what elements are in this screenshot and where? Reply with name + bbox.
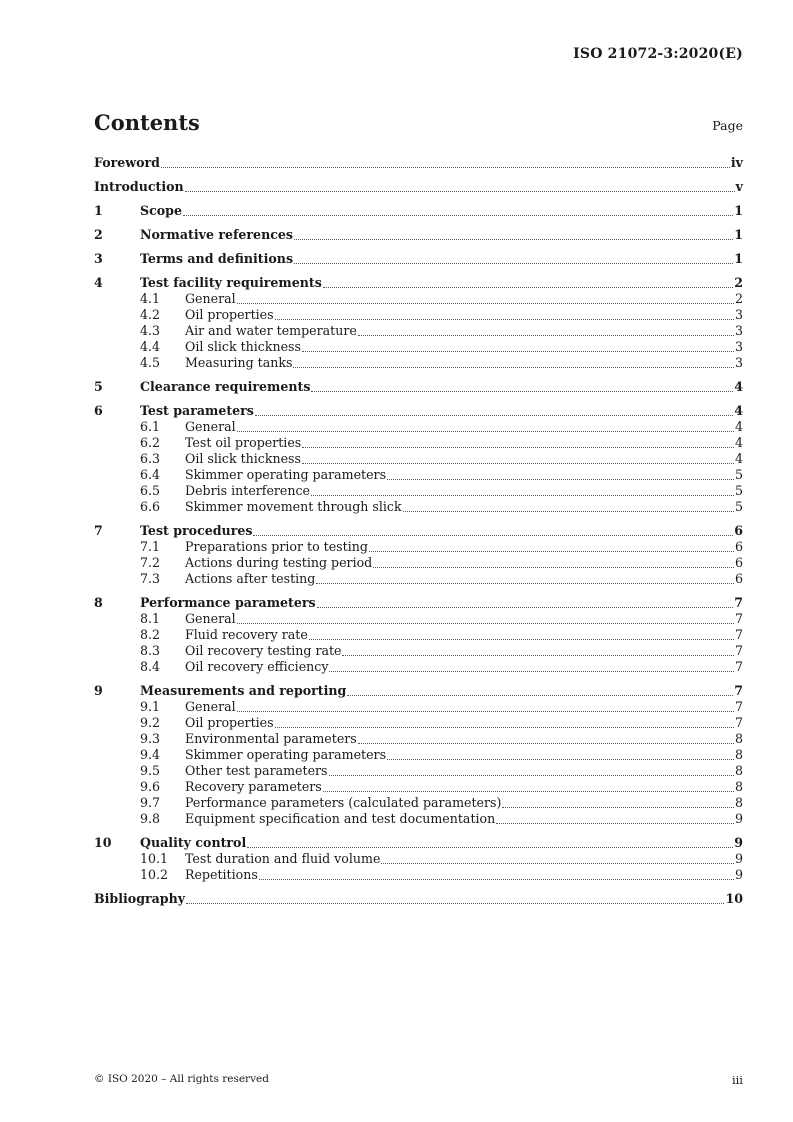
toc-entry-title: Scope	[140, 203, 182, 218]
page-column-label: Page	[712, 118, 743, 133]
toc-entry-clause[interactable]	[94, 835, 743, 851]
toc-entry-subclause[interactable]	[94, 763, 743, 779]
toc-entry-page: 8	[734, 731, 743, 746]
toc-entry-page: 7	[734, 715, 743, 730]
toc-entry-title: Test parameters	[140, 403, 254, 418]
toc-entry-page: 7	[734, 627, 743, 642]
toc-entry-title: Skimmer operating parameters	[185, 747, 387, 762]
toc-entry-subclause[interactable]	[94, 355, 743, 371]
toc-entry-page: 8	[734, 747, 743, 762]
toc-entry-page: 4	[734, 379, 743, 394]
toc-entry-subclause[interactable]	[94, 499, 743, 515]
toc-entry-page: 2	[734, 291, 743, 306]
toc-entry-page: 5	[734, 499, 743, 514]
copyright-notice: © ISO 2020 – All rights reserved	[94, 1073, 269, 1085]
page-number: iii	[731, 1073, 743, 1087]
toc-entry-page: 4	[734, 451, 743, 466]
dot-leader	[237, 302, 734, 304]
table-of-contents	[94, 155, 743, 907]
toc-entry-subclause[interactable]	[94, 467, 743, 483]
toc-entry-title: Actions during testing period	[185, 555, 373, 570]
toc-entry-clause[interactable]	[94, 403, 743, 419]
toc-entry-number: 9.2	[140, 715, 161, 730]
toc-entry-number: 6	[94, 403, 103, 418]
dot-leader	[186, 902, 724, 904]
toc-entry-title: General	[185, 611, 236, 626]
toc-entry-clause[interactable]	[94, 891, 743, 907]
toc-entry-page: 6	[734, 571, 743, 586]
toc-entry-number: 9.7	[140, 795, 161, 810]
toc-entry-subclause[interactable]	[94, 731, 743, 747]
toc-entry-title: Foreword	[94, 155, 160, 170]
toc-entry-title: General	[185, 419, 236, 434]
toc-entry-number: 10	[94, 835, 112, 850]
toc-entry-title: Test facility requirements	[140, 275, 322, 290]
dot-leader	[329, 670, 734, 672]
toc-entry-title: General	[185, 291, 236, 306]
toc-entry-subclause[interactable]	[94, 483, 743, 499]
toc-entry-page: 9	[734, 867, 743, 882]
toc-entry-clause[interactable]	[94, 275, 743, 291]
toc-entry-subclause[interactable]	[94, 323, 743, 339]
dot-leader	[387, 758, 734, 760]
toc-entry-clause[interactable]	[94, 227, 743, 243]
toc-entry-page: 1	[734, 227, 743, 242]
dot-leader	[237, 622, 734, 624]
toc-entry-page: 7	[734, 699, 743, 714]
toc-entry-title: Terms and definitions	[140, 251, 294, 266]
toc-entry-number: 4.5	[140, 355, 161, 370]
toc-entry-title: Oil recovery testing rate	[185, 643, 342, 658]
toc-entry-number: 7	[94, 523, 103, 538]
dot-leader	[253, 534, 733, 536]
toc-entry-number: 5	[94, 379, 103, 394]
toc-entry-page: 10	[725, 891, 743, 906]
toc-entry-title: Equipment specification and test documentation	[185, 811, 496, 826]
dot-leader	[323, 790, 734, 792]
toc-entry-number: 7.2	[140, 555, 161, 570]
toc-entry-subclause[interactable]	[94, 291, 743, 307]
dot-leader	[294, 238, 733, 240]
dot-leader	[329, 774, 734, 776]
toc-entry-clause[interactable]	[94, 523, 743, 539]
toc-entry-page: 3	[734, 355, 743, 370]
toc-entry-number: 6.6	[140, 499, 161, 514]
toc-entry-page: 7	[734, 611, 743, 626]
toc-entry-number: 8.2	[140, 627, 161, 642]
toc-entry-number: 4.1	[140, 291, 161, 306]
toc-entry-title: Repetitions	[185, 867, 258, 882]
toc-entry-page: 1	[734, 251, 743, 266]
toc-entry-number: 4.3	[140, 323, 161, 338]
toc-entry-number: 4.4	[140, 339, 161, 354]
toc-entry-page: 9	[734, 851, 743, 866]
dot-leader	[302, 350, 734, 352]
toc-entry-page: 8	[734, 779, 743, 794]
toc-entry-number: 9.1	[140, 699, 161, 714]
dot-leader	[183, 214, 733, 216]
toc-entry-title: Air and water temperature	[185, 323, 357, 338]
toc-entry-page: iv	[730, 155, 743, 170]
toc-entry-page: 4	[734, 403, 743, 418]
document-id-header: ISO 21072-3:2020(E)	[573, 46, 743, 62]
dot-leader	[342, 654, 734, 656]
toc-entry-page: 4	[734, 419, 743, 434]
toc-entry-number: 6.2	[140, 435, 161, 450]
toc-entry-page: 7	[734, 683, 743, 698]
toc-entry-title: Oil slick thickness	[185, 339, 301, 354]
dot-leader	[275, 726, 734, 728]
toc-entry-number: 4	[94, 275, 103, 290]
dot-leader	[259, 878, 734, 880]
toc-entry-clause[interactable]	[94, 251, 743, 267]
toc-entry-number: 9.4	[140, 747, 161, 762]
dot-leader	[317, 606, 734, 608]
dot-leader	[323, 286, 733, 288]
toc-entry-subclause[interactable]	[94, 339, 743, 355]
toc-entry-subclause[interactable]	[94, 571, 743, 587]
toc-entry-title: Measurements and reporting	[140, 683, 347, 698]
dot-leader	[294, 262, 733, 264]
toc-entry-number: 9.6	[140, 779, 161, 794]
toc-entry-number: 9	[94, 683, 103, 698]
toc-entry-subclause[interactable]	[94, 867, 743, 883]
toc-entry-title: Fluid recovery rate	[185, 627, 308, 642]
toc-entry-subclause[interactable]	[94, 747, 743, 763]
toc-entry-number: 10.2	[140, 867, 169, 882]
toc-entry-number: 1	[94, 203, 103, 218]
toc-entry-number: 8.1	[140, 611, 161, 626]
dot-leader	[502, 806, 734, 808]
toc-entry-title: Measuring tanks	[185, 355, 293, 370]
dot-leader	[275, 318, 734, 320]
dot-leader	[373, 566, 734, 568]
dot-leader	[311, 390, 733, 392]
toc-entry-subclause[interactable]	[94, 307, 743, 323]
toc-entry-page: 3	[734, 307, 743, 322]
toc-entry-title: Introduction	[94, 179, 184, 194]
toc-entry-page: 8	[734, 763, 743, 778]
toc-entry-title: Skimmer movement through slick	[185, 499, 402, 514]
dot-leader	[302, 462, 734, 464]
toc-entry-page: 5	[734, 483, 743, 498]
dot-leader	[309, 638, 734, 640]
toc-entry-subclause[interactable]	[94, 795, 743, 811]
toc-entry-clause[interactable]	[94, 683, 743, 699]
dot-leader	[496, 822, 734, 824]
toc-entry-title: Test oil properties	[185, 435, 302, 450]
toc-entry-number: 6.4	[140, 467, 161, 482]
toc-entry-page: 7	[734, 643, 743, 658]
toc-entry-title: Oil slick thickness	[185, 451, 301, 466]
toc-entry-number: 9.3	[140, 731, 161, 746]
toc-entry-subclause[interactable]	[94, 451, 743, 467]
toc-entry-subclause[interactable]	[94, 627, 743, 643]
toc-entry-title: Actions after testing	[185, 571, 316, 586]
toc-entry-page: 6	[734, 523, 743, 538]
toc-entry-page: 6	[734, 539, 743, 554]
dot-leader	[403, 510, 734, 512]
dot-leader	[358, 742, 734, 744]
toc-entry-page: v	[735, 179, 743, 194]
toc-entry-title: General	[185, 699, 236, 714]
toc-entry-number: 2	[94, 227, 103, 242]
toc-entry-subclause[interactable]	[94, 539, 743, 555]
toc-entry-subclause[interactable]	[94, 643, 743, 659]
dot-leader	[316, 582, 734, 584]
toc-entry-number: 8.3	[140, 643, 161, 658]
toc-entry-title: Other test parameters	[185, 763, 328, 778]
toc-entry-page: 9	[734, 811, 743, 826]
toc-entry-number: 7.3	[140, 571, 161, 586]
toc-entry-subclause[interactable]	[94, 851, 743, 867]
toc-entry-title: Performance parameters	[140, 595, 316, 610]
toc-entry-subclause[interactable]	[94, 699, 743, 715]
dot-leader	[358, 334, 734, 336]
toc-entry-title: Test procedures	[140, 523, 253, 538]
dot-leader	[237, 430, 734, 432]
dot-leader	[237, 710, 734, 712]
toc-entry-clause[interactable]	[94, 203, 743, 219]
toc-entry-title: Quality control	[140, 835, 247, 850]
toc-entry-page: 9	[734, 835, 743, 850]
toc-entry-subclause[interactable]	[94, 555, 743, 571]
toc-entry-clause[interactable]	[94, 179, 743, 195]
dot-leader	[311, 494, 734, 496]
toc-entry-number: 3	[94, 251, 103, 266]
toc-entry-page: 3	[734, 323, 743, 338]
dot-leader	[185, 190, 735, 192]
toc-entry-page: 5	[734, 467, 743, 482]
toc-entry-title: Skimmer operating parameters	[185, 467, 387, 482]
toc-entry-number: 9.5	[140, 763, 161, 778]
toc-entry-number: 8.4	[140, 659, 161, 674]
toc-entry-title: Clearance requirements	[140, 379, 311, 394]
toc-entry-page: 2	[734, 275, 743, 290]
dot-leader	[293, 366, 734, 368]
dot-leader	[387, 478, 734, 480]
toc-entry-title: Performance parameters (calculated parameters)	[185, 795, 502, 810]
toc-entry-subclause[interactable]	[94, 419, 743, 435]
toc-entry-title: Normative references	[140, 227, 294, 242]
toc-entry-number: 10.1	[140, 851, 169, 866]
toc-entry-title: Bibliography	[94, 891, 186, 906]
toc-entry-page: 4	[734, 435, 743, 450]
toc-entry-subclause[interactable]	[94, 811, 743, 827]
dot-leader	[381, 862, 734, 864]
toc-entry-page: 6	[734, 555, 743, 570]
dot-leader	[247, 846, 733, 848]
toc-entry-title: Recovery parameters	[185, 779, 322, 794]
toc-entry-title: Preparations prior to testing	[185, 539, 368, 554]
dot-leader	[369, 550, 734, 552]
toc-entry-number: 4.2	[140, 307, 161, 322]
toc-entry-page: 3	[734, 339, 743, 354]
toc-entry-title: Environmental parameters	[185, 731, 357, 746]
toc-entry-number: 8	[94, 595, 103, 610]
toc-entry-number: 6.1	[140, 419, 161, 434]
toc-entry-number: 6.5	[140, 483, 161, 498]
toc-entry-subclause[interactable]	[94, 435, 743, 451]
toc-entry-title: Oil properties	[185, 307, 274, 322]
toc-entry-page: 8	[734, 795, 743, 810]
toc-entry-subclause[interactable]	[94, 715, 743, 731]
toc-entry-clause[interactable]	[94, 155, 743, 171]
toc-entry-title: Oil properties	[185, 715, 274, 730]
toc-entry-clause[interactable]	[94, 379, 743, 395]
dot-leader	[161, 166, 730, 168]
toc-entry-number: 9.8	[140, 811, 161, 826]
dot-leader	[302, 446, 734, 448]
toc-entry-subclause[interactable]	[94, 611, 743, 627]
toc-entry-page: 7	[734, 595, 743, 610]
dot-leader	[347, 694, 733, 696]
toc-entry-title: Debris interference	[185, 483, 311, 498]
toc-entry-title: Oil recovery efficiency	[185, 659, 329, 674]
toc-entry-page: 7	[734, 659, 743, 674]
toc-entry-number: 7.1	[140, 539, 161, 554]
toc-entry-clause[interactable]	[94, 595, 743, 611]
page-title: Contents	[94, 110, 200, 135]
toc-entry-number: 6.3	[140, 451, 161, 466]
toc-entry-subclause[interactable]	[94, 779, 743, 795]
toc-entry-title: Test duration and fluid volume	[185, 851, 381, 866]
toc-entry-subclause[interactable]	[94, 659, 743, 675]
dot-leader	[255, 414, 733, 416]
toc-entry-page: 1	[734, 203, 743, 218]
